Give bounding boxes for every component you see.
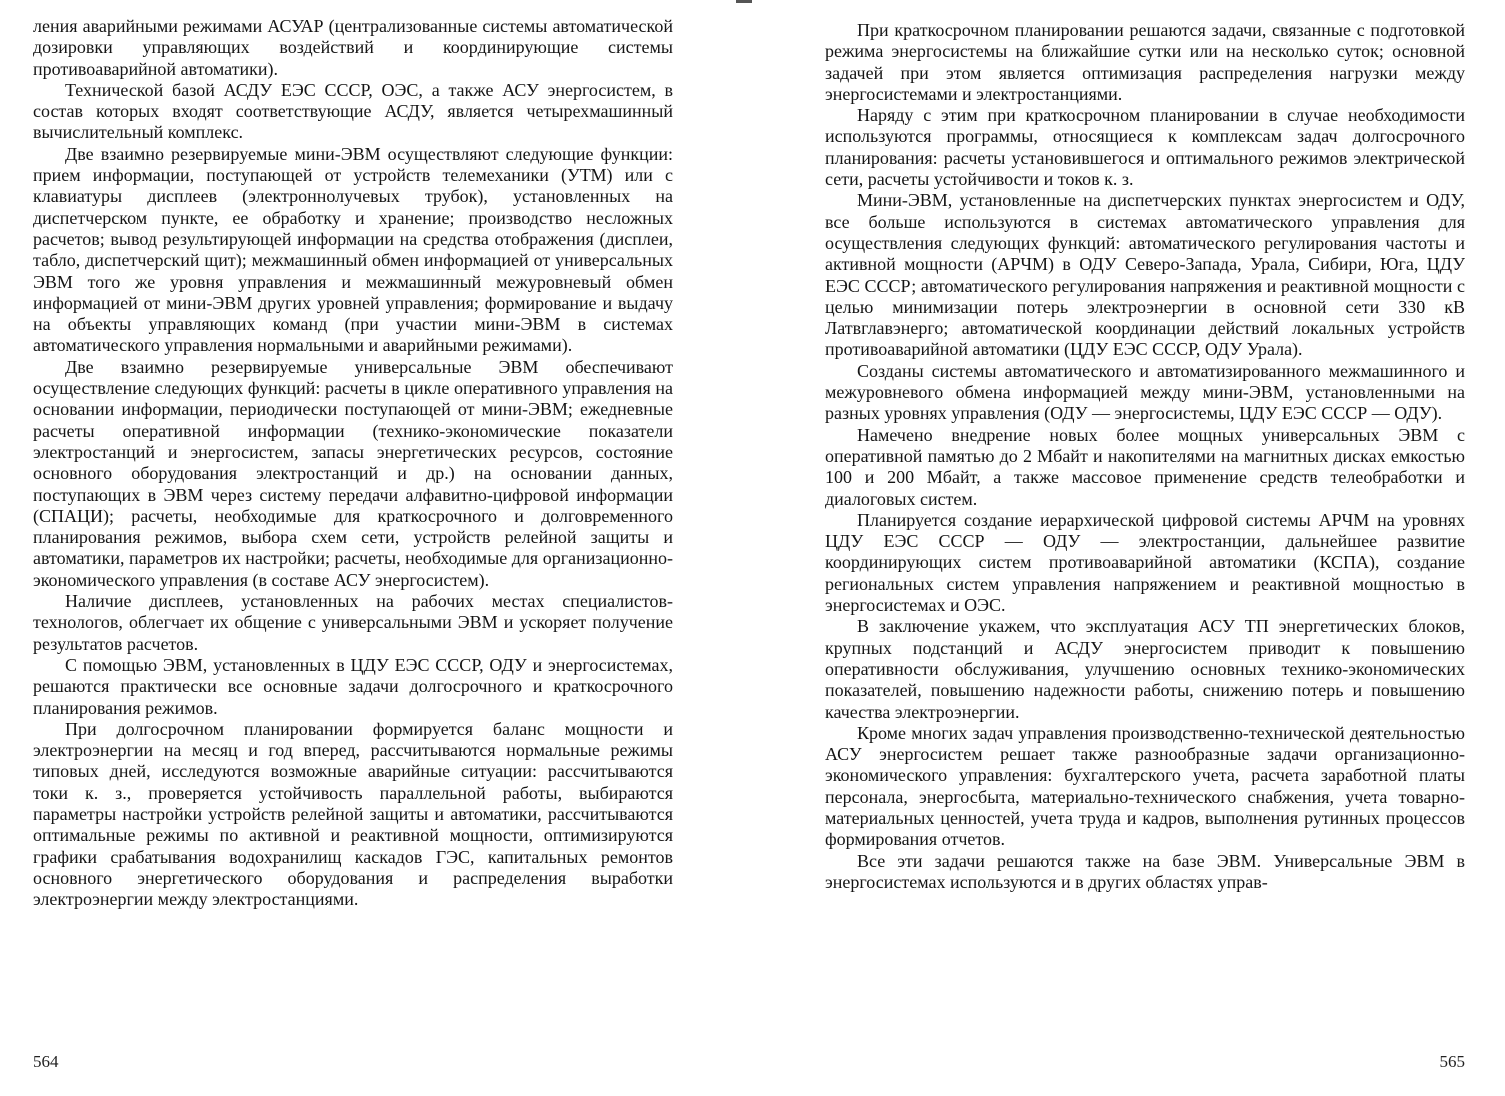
paragraph: Наряду с этим при краткосрочном планировании в случае необходимости используются программы, относящиеся к комплексам задач долгосрочного планирования: расчеты установившегося и оптимального режимов электрической сети, расчеты устойчивости и токов к. з.	[825, 105, 1465, 190]
paragraph: В заключение укажем, что эксплуатация АСУ ТП энергетических блоков, крупных подстанций и АСДУ энергосистем приводит к повышению оперативности обслуживания, улучшению основных технико-экономических показателей, повышению надежности работы, снижению потерь и повышению качества электроэнергии.	[825, 616, 1465, 722]
paragraph: При краткосрочном планировании решаются задачи, связанные с подготовкой режима энергосистемы на ближайшие сутки или на несколько суток; основной задачей при этом является оптимизация распределения нагрузки между энергосистемами и электростанциями.	[825, 20, 1465, 104]
page-number: 565	[1439, 1052, 1465, 1071]
paragraph: Две взаимно резервируемые универсальные ЭВМ обеспечивают осуществление следующих функций: расчеты в цикле оперативного управления на основании информации, периодически поступающей от мини-ЭВМ; ежедневные расчеты оперативной информации (технико-экономические показатели электростанций и энергосистем, запасы энергетических ресурсов, состояние основного оборудования электростанций и др.) на основании данных, поступающих в ЭВМ через систему передачи алфавитно-цифровой информации (СПАЦИ); расчеты, необходимые для краткосрочного и долговременного планирования режимов, выбора схем сети, устройств релейной защиты и автоматики, параметров их настройки; расчеты, необходимые для организационно-экономического управления (в составе АСУ энергосистем).	[33, 356, 673, 590]
right-page	[825, 0, 1465, 1096]
gutter-mark	[736, 0, 752, 3]
page-number: 564	[33, 1052, 59, 1071]
left-page	[33, 0, 673, 1096]
left-page-text	[33, 16, 673, 910]
paragraph: Наличие дисплеев, установленных на рабочих местах специалистов-технологов, облегчает их общение с универсальными ЭВМ и ускоряет получение результатов расчетов.	[33, 591, 673, 654]
paragraph: ления аварийными режимами АСУАР (централизованные системы автоматической дозировки управляющих воздействий и координирующие системы противоаварийной автоматики).	[33, 16, 673, 79]
paragraph: Все эти задачи решаются также на базе ЭВМ. Универсальные ЭВМ в энергосистемах используются и в других областях управ-	[825, 850, 1465, 892]
right-page-text	[825, 20, 1465, 893]
paragraph: Две взаимно резервируемые мини-ЭВМ осуществляют следующие функции: прием информации, поступающей от устройств телемеханики (УТМ) или с клавиатуры дисплеев (электроннолучевых трубок), установленных на диспетчерском пункте, ее обработку и хранение; производство несложных расчетов; вывод результирующей информации на средства отображения (дисплеи, табло, диспетчерский щит); межмашинный обмен информацией от универсальных ЭВМ того же уровня управления и межмашинный межуровневый обмен информацией от мини-ЭВМ других уровней управления; формирование и выдачу на объекты управляющих команд (при участии мини-ЭВМ в системах автоматического управления нормальными и аварийными режимами).	[33, 143, 673, 356]
paragraph: Созданы системы автоматического и автоматизированного межмашинного и межуровневого обмена информацией между мини-ЭВМ, установленными на разных уровнях управления (ОДУ — энергосистемы, ЦДУ ЕЭС СССР — ОДУ).	[825, 360, 1465, 424]
paragraph: Намечено внедрение новых более мощных универсальных ЭВМ с оперативной памятью до 2 Мбайт и накопителями на магнитных дисках емкостью 100 и 200 Мбайт, а также массовое применение средств телеобработки и диалоговых систем.	[825, 424, 1465, 509]
paragraph: Кроме многих задач управления производственно-технической деятельностью АСУ энергосистем решает также разнообразные задачи организационно-экономического управления: бухгалтерского учета, расчета заработной платы персонала, энергосбыта, материально-технического снабжения, учета товарно-материальных ценностей, учета труда и кадров, выполнения рутинных процессов формирования отчетов.	[825, 722, 1465, 850]
paragraph: Мини-ЭВМ, установленные на диспетчерских пунктах энергосистем и ОДУ, все больше используются в системах автоматического управления для осуществления следующих функций: автоматического регулирования частоты и активной мощности (АРЧМ) в ОДУ Северо-Запада, Урала, Сибири, Юга, ЦДУ ЕЭС СССР; автоматического регулирования напряжения и реактивной мощности с целью минимизации потерь электроэнергии в основной сети 330 кВ Латвглавэнерго; автоматической координации действий локальных устройств противоаварийной автоматики (ЦДУ ЕЭС СССР, ОДУ Урала).	[825, 190, 1465, 360]
paragraph: Планируется создание иерархической цифровой системы АРЧМ на уровнях ЦДУ ЕЭС СССР — ОДУ — электростанции, дальнейшее развитие координирующих систем противоаварийной автоматики (КСПА), создание региональных систем управления напряжением и реактивной мощностью в энергосистемах и ОЭС.	[825, 509, 1465, 616]
paragraph: С помощью ЭВМ, установленных в ЦДУ ЕЭС СССР, ОДУ и энергосистемах, решаются практически все основные задачи долгосрочного и краткосрочного планирования режимов.	[33, 654, 673, 718]
paragraph: При долгосрочном планировании формируется баланс мощности и электроэнергии на месяц и год вперед, рассчитываются нормальные режимы типовых дней, исследуются возможные аварийные ситуации: рассчитываются токи к. з., проверяется устойчивость параллельной работы, выбираются параметры настройки устройств релейной защиты и автоматики, рассчитываются оптимальные режимы по активной и реактивной мощности, оптимизируются графики срабатывания водохранилищ каскадов ГЭС, капитальных ремонтов основного энергетического оборудования и распределения выработки электроэнергии между электростанциями.	[33, 718, 673, 910]
paragraph: Технической базой АСДУ ЕЭС СССР, ОЭС, а также АСУ энергосистем, в состав которых входят соответствующие АСДУ, является четырехмашинный вычислительный комплекс.	[33, 79, 673, 143]
